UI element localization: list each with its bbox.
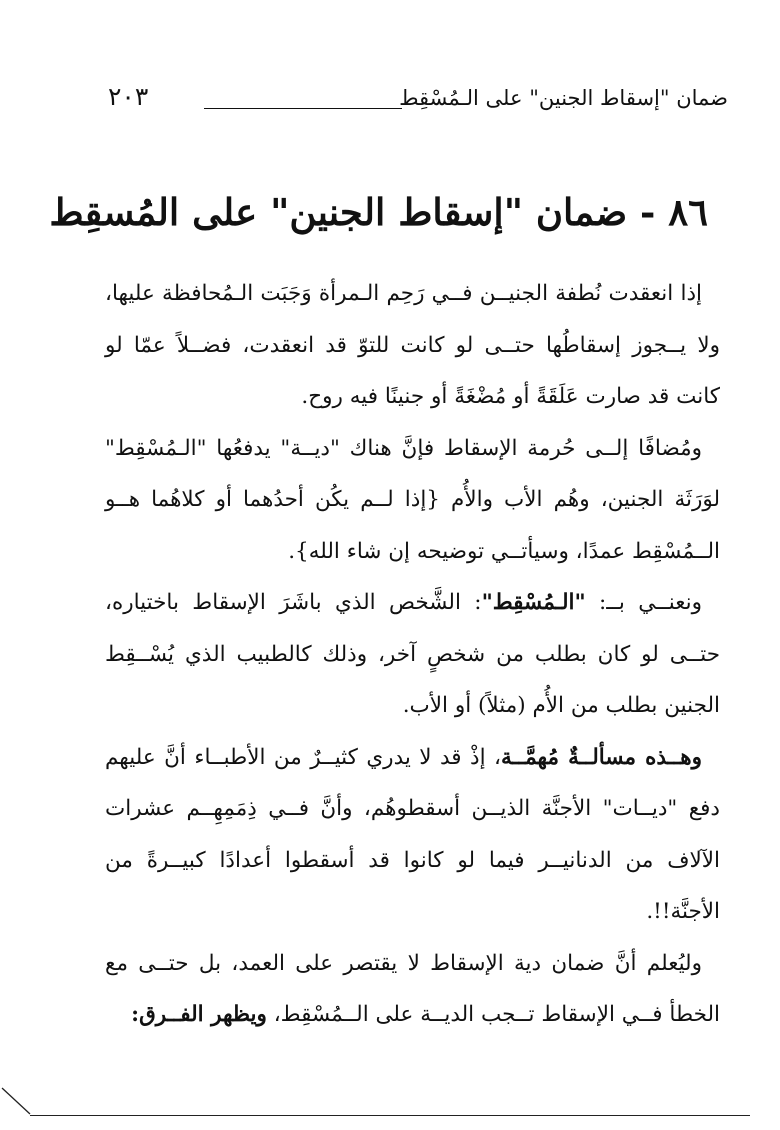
- footer-rule: [30, 1115, 750, 1116]
- paragraph-4: [105, 732, 720, 938]
- footer-corner-mark: [0, 1086, 34, 1116]
- defined-term: "الـمُسْقِط": [481, 590, 586, 615]
- emphasis-phrase: وهــذه مسألــةٌ مُهمَّــة: [501, 744, 702, 770]
- paragraph-5: [105, 938, 720, 1041]
- chapter-heading: ٨٦ - ضمان "إسقاط الجنين" على المُسقِط: [49, 190, 708, 234]
- body-text: [105, 268, 720, 1041]
- page-number: ٢٠٣: [108, 82, 149, 111]
- paragraph-5-main: وليُعلم أنَّ ضمان دية الإسقاط لا يقتصر على العمد، بل حتــى مع الخطأ فــي الإسقاط تــجب الديــة على الــمُسْقِط،: [105, 950, 720, 1027]
- paragraph-3-rest: : الشَّخص الذي باشَرَ الإسقاط باختياره، حتــى لو كان بطلب من شخصٍ آخر، وذلك كالطبيب الذي يُسْــقِط الجنين بطلب من الأُم (مثلاً) أو الأب.: [105, 590, 720, 718]
- running-header: [108, 84, 728, 118]
- paragraph-5-emphasis: ويظهر الفــرق:: [131, 1002, 267, 1027]
- paragraph-3-lead: ونعنــي بــ:: [585, 590, 702, 615]
- paragraph-3: [105, 577, 720, 732]
- paragraph-4-rest: ، إذْ قد لا يدري كثيــرٌ من الأطبــاء أنَّ عليهم دفع "ديــات" الأجنَّة الذيــن أسقطوهُم، وأنَّ فــي ذِمَمِهِــم عشرات الآلاف من الدنانيــر فيما لو كانوا قد أسقطوا أعدادًا كبيــرةً من الأجنَّة!!.: [105, 744, 720, 924]
- running-title: ضمان "إسقاط الجنين" على الـمُسْقِط: [399, 86, 728, 110]
- header-rule: [204, 108, 402, 109]
- paragraph-2: ومُضافًا إلــى حُرمة الإسقاط فإنَّ هناك "ديــة" يدفعُها "الـمُسْقِط" لوَرَثَة الجنين، وهُم الأب والأُم {إذا لــم يكُن أحدُهما أو كلاهُما هــو الــمُسْقِط عمدًا، وسيأتــي توضيحه إن شاء الله}.: [105, 435, 720, 564]
- paragraph-1: إذا انعقدت نُطفة الجنيــن فــي رَحِم الـمرأة وَجَبَت الـمُحافظة عليها، ولا يــجوز إسقاطُها حتــى لو كانت للتوّ قد انعقدت، فضــلاً عمّا لو كانت قد صارت عَلَقَةً أو مُضْغَةً أو جنينًا فيه روح.: [105, 281, 720, 409]
